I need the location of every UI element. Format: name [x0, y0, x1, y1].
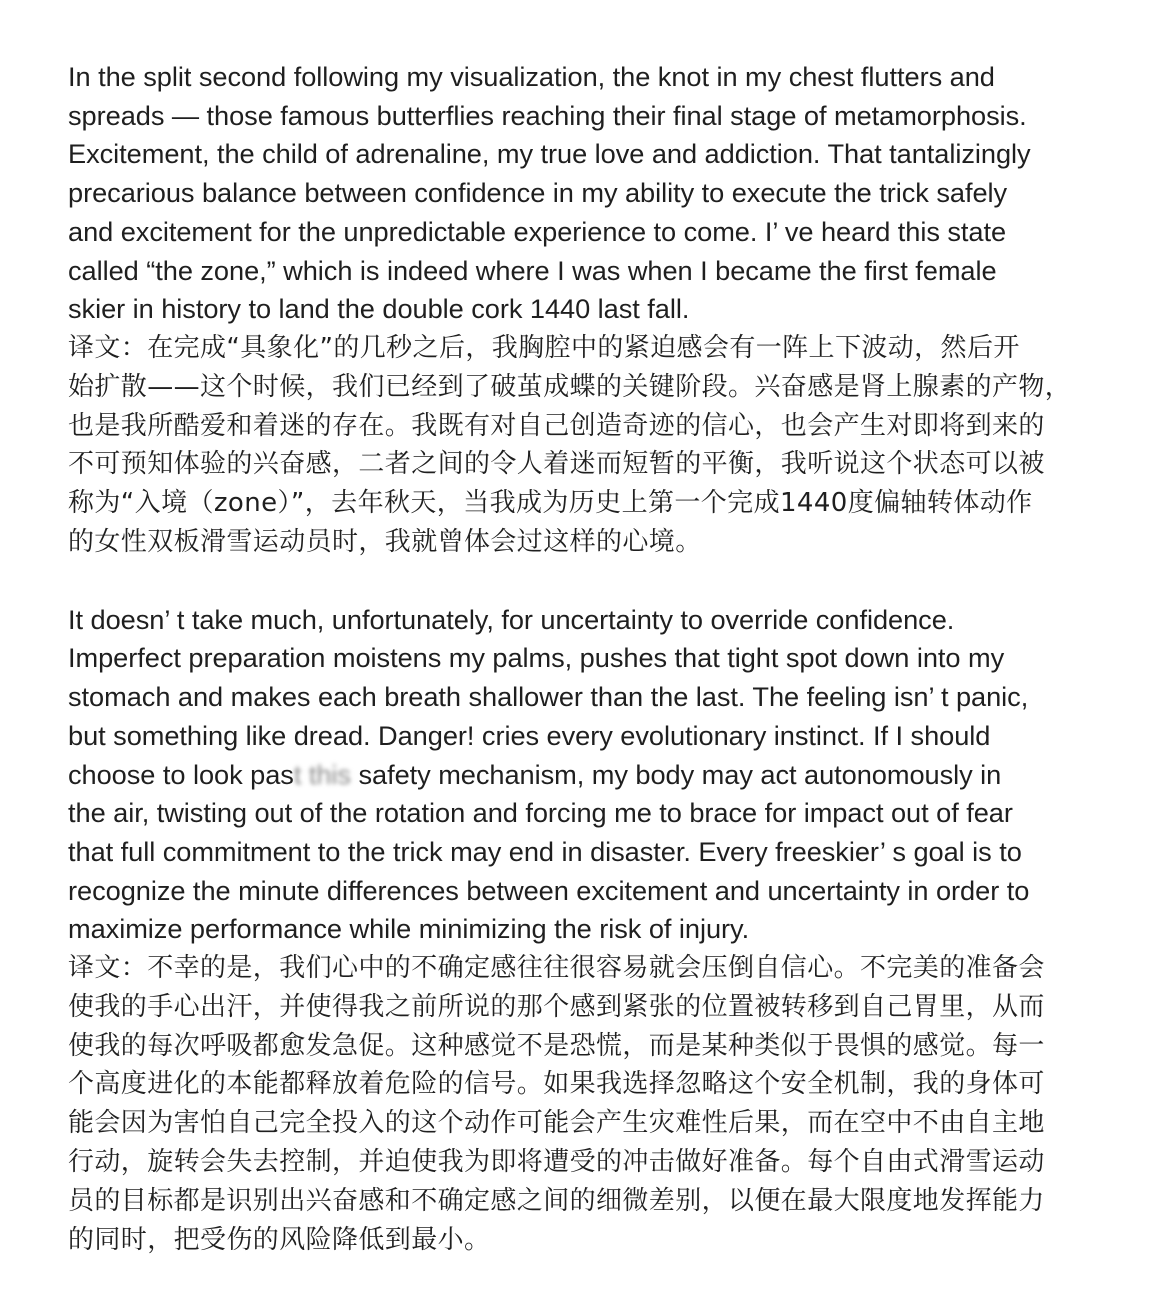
blurred-text: t this	[293, 758, 351, 790]
text-line: 个高度进化的本能都释放着危险的信号。如果我选择忽略这个安全机制，我的身体可	[68, 1069, 1045, 1100]
text-line: 能会因为害怕自己完全投入的这个动作可能会产生灾难性后果，而在空中不由自主地	[68, 1108, 1045, 1139]
text-fragment: safety mechanism, my body may act autonomously in	[350, 758, 1002, 790]
text-line: skier in history to land the double cork 1440 last fall.	[68, 293, 690, 325]
text-line: precarious balance between confidence in my ability to execute the trick safely	[68, 177, 1008, 209]
paragraph-1-translation	[68, 329, 1128, 562]
text-line: Excitement, the child of adrenaline, my true love and addiction. That tantalizingly	[68, 138, 1031, 170]
paragraph-2-english	[68, 601, 1128, 949]
text-line: 使我的手心出汗，并使得我之前所说的那个感到紧张的位置被转移到自己胃里，从而	[68, 991, 1045, 1022]
text-line: Imperfect preparation moistens my palms, pushes that tight spot down into my	[68, 642, 1005, 674]
text-line: 译文：在完成“具象化”的几秒之后，我胸腔中的紧迫感会有一阵上下波动，然后开	[68, 332, 1020, 363]
text-line: It doesn’ t take much, unfortunately, for uncertainty to override confidence.	[68, 603, 955, 635]
paragraph-1-english	[68, 58, 1128, 329]
text-line: spreads — those famous butterflies reaching their final stage of metamorphosis.	[68, 99, 1027, 131]
text-line: In the split second following my visualization, the knot in my chest flutters and	[68, 61, 995, 92]
text-fragment: choose to look pas	[68, 758, 294, 790]
text-line: called “the zone,” which is indeed where I was when I became the first female	[68, 254, 997, 286]
text-line: but something like dread. Danger! cries every evolutionary instinct. If I should	[68, 719, 991, 751]
text-line: 不可预知体验的兴奋感，二者之间的令人着迷而短暂的平衡，我听说这个状态可以被	[68, 449, 1045, 480]
text-line: maximize performance while minimizing the risk of injury.	[68, 913, 750, 945]
document-page	[68, 58, 1128, 1259]
text-line: the air, twisting out of the rotation and forcing me to brace for impact out of fear	[68, 797, 1013, 829]
text-line: and excitement for the unpredictable experience to come. I’ ve heard this state	[68, 215, 1007, 247]
text-line: 使我的每次呼吸都愈发急促。这种感觉不是恐慌，而是某种类似于畏惧的感觉。每一	[68, 1030, 1045, 1061]
text-line: 员的目标都是识别出兴奋感和不确定感之间的细微差别，以便在最大限度地发挥能力	[68, 1185, 1045, 1216]
paragraph-spacer	[68, 562, 1128, 601]
text-line: 的同时，把受伤的风险降低到最小。	[68, 1224, 491, 1255]
text-line: 行动，旋转会失去控制，并迫使我为即将遭受的冲击做好准备。每个自由式滑雪运动	[68, 1147, 1045, 1178]
text-line: that full commitment to the trick may end in disaster. Every freeskier’ s goal is to	[68, 835, 1022, 867]
text-line: 的女性双板滑雪运动员时，我就曾体会过这样的心境。	[68, 526, 702, 557]
paragraph-2-translation	[68, 949, 1128, 1259]
text-line-with-blur	[68, 756, 1128, 795]
text-line: recognize the minute differences between excitement and uncertainty in order to	[68, 874, 1030, 906]
text-line: stomach and makes each breath shallower than the last. The feeling isn’ t panic,	[68, 681, 1029, 713]
text-line: 也是我所酷爱和着迷的存在。我既有对自己创造奇迹的信心，也会产生对即将到来的	[68, 410, 1045, 441]
text-line: 称为“入境（zone）”，去年秋天，当我成为历史上第一个完成1440度偏轴转体动作	[68, 488, 1033, 519]
text-line: 始扩散——这个时候，我们已经到了破茧成蝶的关键阶段。兴奋感是肾上腺素的产物，	[68, 371, 1072, 402]
text-line: 译文：不幸的是，我们心中的不确定感往往很容易就会压倒自信心。不完美的准备会	[68, 953, 1045, 984]
